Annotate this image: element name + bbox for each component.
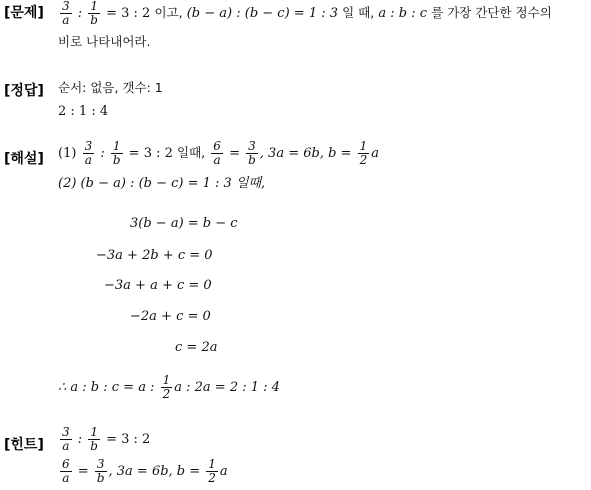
explanation-step-1: (1) $\frac{3}{a}$ : $\frac{1}{b}$ = 3 : 2 일때, $\frac{6}{a}$ = $\frac{3}{b}$ , 3a = 6b, b = $\frac{1}{2}$ a <box>58 139 379 167</box>
derivation-line-3: −3a + a + c = 0 <box>104 278 212 293</box>
hint-line-2: $\frac{6}{a}$ = $\frac{3}{b}$ , 3a = 6b, b = $\frac{1}{2}$ a <box>62 457 228 485</box>
hint-line-1: $\frac{3}{a}$ : $\frac{1}{b}$ = 3 : 2 <box>62 425 151 453</box>
derivation-line-4: −2a + c = 0 <box>130 309 211 324</box>
derivation-line-2: −3a + 2b + c = 0 <box>96 248 213 263</box>
answer-line-2: 2 : 1 : 4 <box>58 104 109 119</box>
explanation-conclusion: ∴ a : b : c = a : $\frac{1}{2}$ a : 2a = 2 : 1 : 4 <box>58 373 280 401</box>
fraction-1-over-b: $\frac{1}{b}$ <box>90 0 98 27</box>
derivation-line-5: c = 2a <box>175 340 218 355</box>
hint-label: [힌트] <box>4 437 44 453</box>
answer-line-1: 순서: 없음, 갯수: 1 <box>58 80 163 95</box>
explanation-label: [해설] <box>4 151 44 167</box>
fraction-3-over-a: $\frac{3}{a}$ <box>62 0 70 27</box>
problem-line-1: $\frac{3}{a}$ : $\frac{1}{b}$ = 3 : 2 이고, (b − a) : (b − c) = 1 : 3 일 때, a : b : c 를 가장 간단한 정수의 <box>62 0 552 27</box>
derivation-line-1: 3(b − a) = b − c <box>130 216 238 231</box>
answer-label: [정답] <box>4 83 44 99</box>
problem-label: [문제] <box>4 5 44 21</box>
problem-line-2: 비로 나타내어라. <box>58 34 151 49</box>
explanation-step-2: (2) (b − a) : (b − c) = 1 : 3 일때, <box>58 176 266 191</box>
